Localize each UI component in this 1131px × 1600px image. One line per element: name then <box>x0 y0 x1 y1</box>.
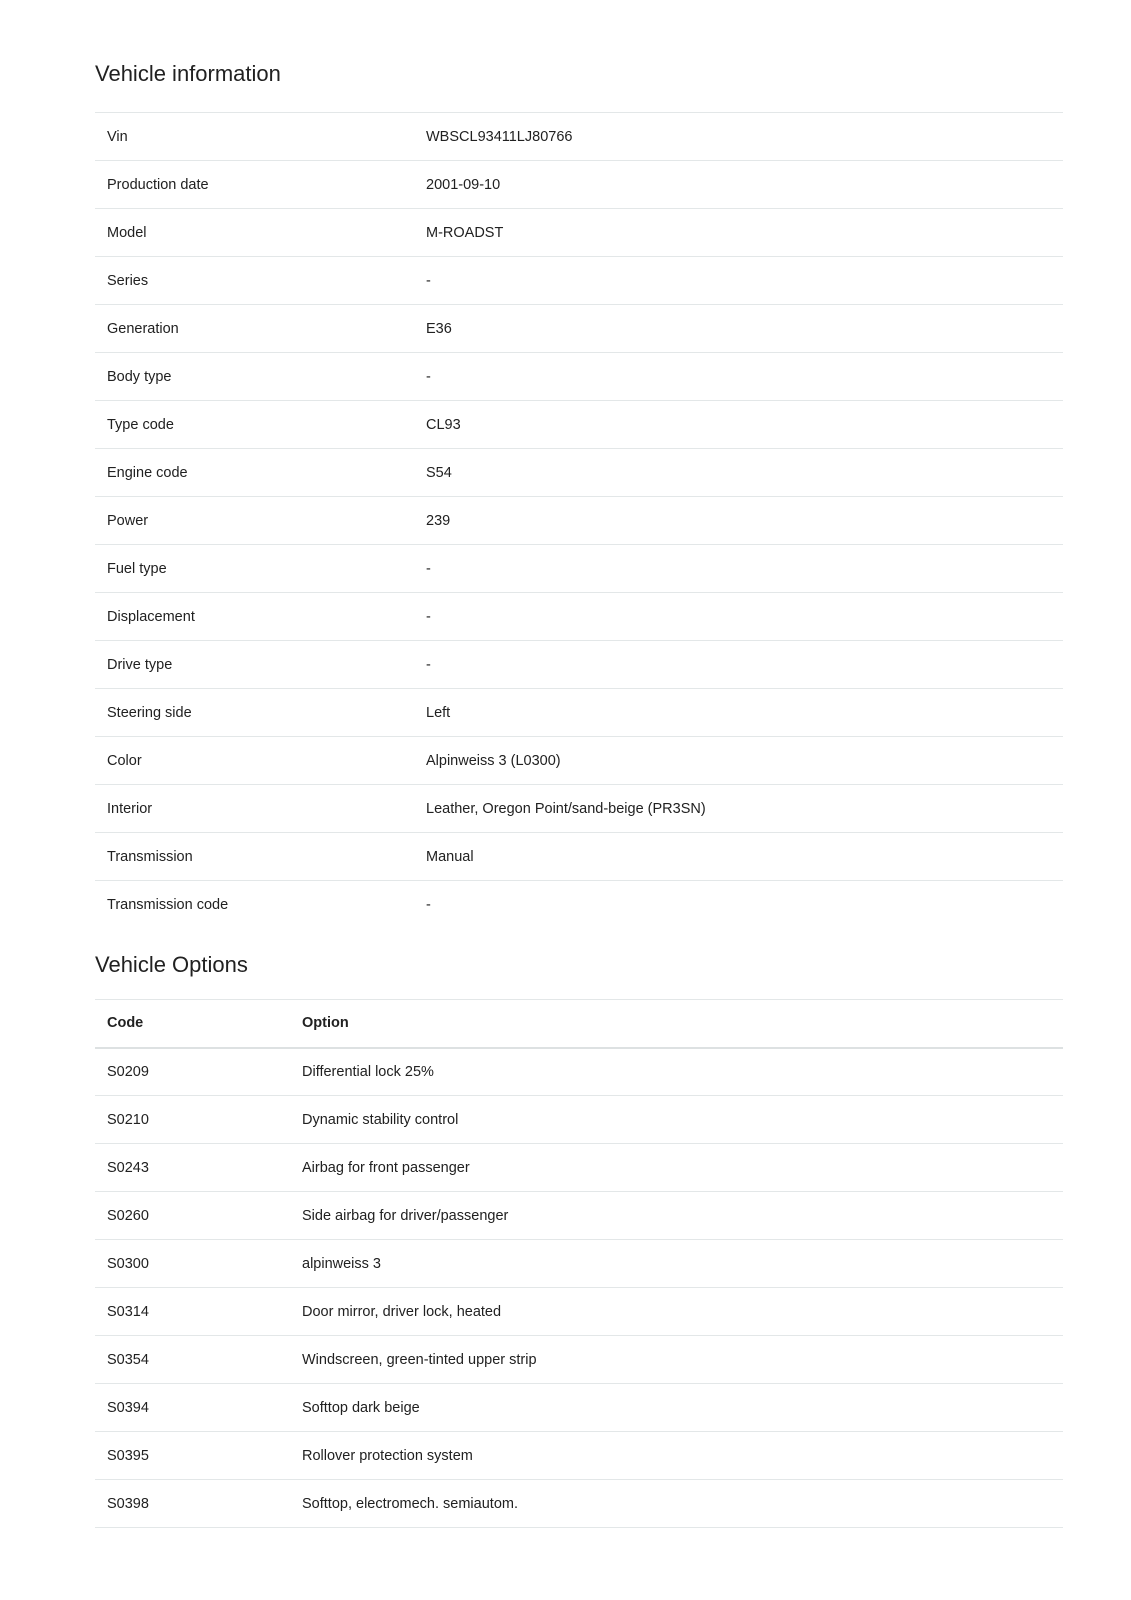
info-label: Engine code <box>95 449 414 497</box>
info-label: Color <box>95 737 414 785</box>
option-code: S0260 <box>95 1192 290 1240</box>
info-label: Fuel type <box>95 545 414 593</box>
option-code: S0398 <box>95 1480 290 1528</box>
vehicle-options-title: Vehicle Options <box>95 952 248 977</box>
option-row <box>95 1096 1063 1144</box>
option-row <box>95 1480 1063 1528</box>
option-description: Softtop, electromech. semiautom. <box>290 1480 1063 1528</box>
info-value: S54 <box>414 449 1063 497</box>
option-description: Softtop dark beige <box>290 1384 1063 1432</box>
info-row <box>95 401 1063 449</box>
info-row <box>95 641 1063 689</box>
info-label: Vin <box>95 113 414 161</box>
option-row <box>95 1048 1063 1096</box>
info-label: Displacement <box>95 593 414 641</box>
info-value: 239 <box>414 497 1063 545</box>
info-label: Steering side <box>95 689 414 737</box>
info-label: Power <box>95 497 414 545</box>
info-label: Production date <box>95 161 414 209</box>
option-description: Side airbag for driver/passenger <box>290 1192 1063 1240</box>
info-value: - <box>414 641 1063 689</box>
info-row <box>95 353 1063 401</box>
info-value: CL93 <box>414 401 1063 449</box>
vehicle-options-body <box>95 1048 1063 1528</box>
info-row <box>95 881 1063 929</box>
info-label: Series <box>95 257 414 305</box>
info-row <box>95 593 1063 641</box>
info-label: Interior <box>95 785 414 833</box>
column-header-code: Code <box>95 1000 290 1048</box>
info-value: WBSCL93411LJ80766 <box>414 113 1063 161</box>
column-header-option: Option <box>290 1000 1063 1048</box>
info-row <box>95 305 1063 353</box>
option-code: S0395 <box>95 1432 290 1480</box>
info-value: - <box>414 353 1063 401</box>
option-description: Dynamic stability control <box>290 1096 1063 1144</box>
option-code: S0243 <box>95 1144 290 1192</box>
info-row <box>95 113 1063 161</box>
info-row <box>95 497 1063 545</box>
info-value: E36 <box>414 305 1063 353</box>
info-value: - <box>414 545 1063 593</box>
info-value: Leather, Oregon Point/sand-beige (PR3SN) <box>414 785 1063 833</box>
vehicle-options-table <box>95 999 1063 1528</box>
info-value: Manual <box>414 833 1063 881</box>
option-row <box>95 1144 1063 1192</box>
info-row <box>95 209 1063 257</box>
vehicle-information-title: Vehicle information <box>95 61 281 86</box>
option-code: S0314 <box>95 1288 290 1336</box>
option-row <box>95 1288 1063 1336</box>
info-label: Transmission <box>95 833 414 881</box>
option-code: S0209 <box>95 1048 290 1096</box>
option-description: alpinweiss 3 <box>290 1240 1063 1288</box>
info-label: Generation <box>95 305 414 353</box>
vehicle-information-table <box>95 112 1063 929</box>
info-row <box>95 833 1063 881</box>
info-label: Transmission code <box>107 896 229 913</box>
info-value: Left <box>414 689 1063 737</box>
option-row <box>95 1432 1063 1480</box>
option-description: Door mirror, driver lock, heated <box>290 1288 1063 1336</box>
info-row <box>95 257 1063 305</box>
info-row <box>95 545 1063 593</box>
option-row <box>95 1384 1063 1432</box>
info-value: 2001-09-10 <box>414 161 1063 209</box>
info-label: Body type <box>95 353 414 401</box>
option-description: Differential lock 25% <box>290 1048 1063 1096</box>
info-row <box>95 785 1063 833</box>
vehicle-information-body <box>95 113 1063 929</box>
info-row <box>95 737 1063 785</box>
option-description: Windscreen, green-tinted upper strip <box>290 1336 1063 1384</box>
info-row <box>95 161 1063 209</box>
option-description: Rollover protection system <box>290 1432 1063 1480</box>
option-row <box>95 1336 1063 1384</box>
options-header-row <box>95 1000 1063 1048</box>
info-row <box>95 689 1063 737</box>
option-row <box>95 1192 1063 1240</box>
option-code: S0300 <box>95 1240 290 1288</box>
option-code: S0394 <box>95 1384 290 1432</box>
info-row <box>95 449 1063 497</box>
info-value: - <box>426 896 431 913</box>
info-value: - <box>414 257 1063 305</box>
info-label: Drive type <box>95 641 414 689</box>
info-value: M-ROADST <box>414 209 1063 257</box>
info-label: Model <box>95 209 414 257</box>
option-description: Airbag for front passenger <box>290 1144 1063 1192</box>
option-code: S0210 <box>95 1096 290 1144</box>
info-value: - <box>414 593 1063 641</box>
option-row <box>95 1240 1063 1288</box>
option-code: S0354 <box>95 1336 290 1384</box>
info-label: Type code <box>95 401 414 449</box>
info-value: Alpinweiss 3 (L0300) <box>414 737 1063 785</box>
